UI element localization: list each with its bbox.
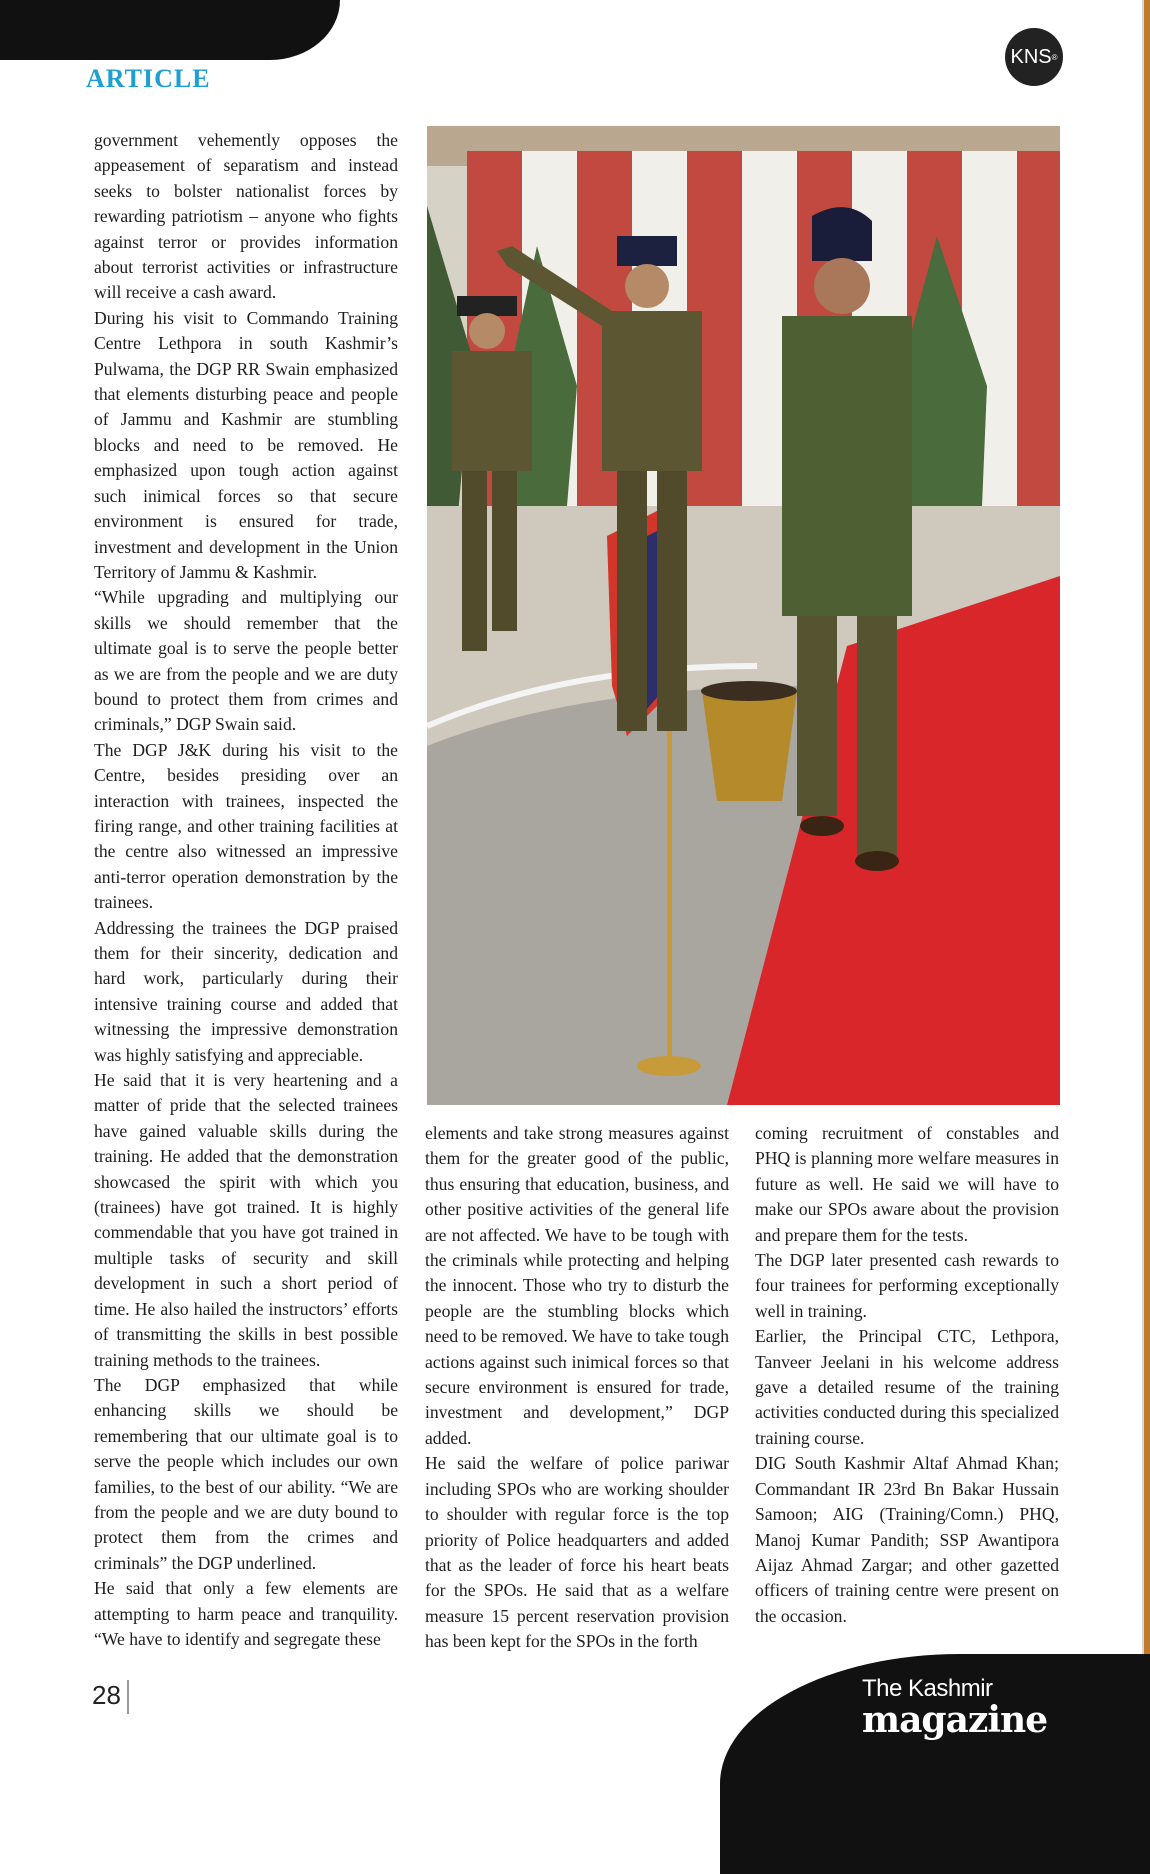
- paragraph: He said that only a few elements are attempting to harm peace and tranquility. “We have to identify and segregate these: [94, 1578, 398, 1649]
- magazine-brand-logo: [862, 1675, 1048, 1741]
- article-photo: [427, 126, 1060, 1105]
- article-column-2: [425, 1121, 729, 1655]
- paragraph: elements and take strong measures against them for the greater good of the public, thus ensuring that education, business, and other positive activities of the general life are not affected. We have to be tough with the criminals while protecting and helping the innocent. Those who try to disturb the people are the stumbling blocks which need to be removed. We have to take tough actions against such inimical forces so that secure environment is ensured for trade, investment and development,” DGP added.: [425, 1123, 729, 1448]
- article-column-3: [755, 1121, 1059, 1629]
- paragraph: The DGP later presented cash rewards to four trainees for performing exceptionally well in training.: [755, 1250, 1059, 1321]
- paragraph: “While upgrading and multiplying our skills we should remember that the ultimate goal is to serve the people better as we are from the people and we are duty bound to protect them from crimes and criminals,” DGP Swain said.: [94, 587, 398, 735]
- paragraph: government vehemently opposes the appeasement of separatism and instead seeks to bolster nationalist forces by rewarding patriotism – anyone who fights against terror or provides information about terrorist activities or infrastructure will receive a cash award.: [94, 130, 398, 303]
- page-number: 28: [92, 1680, 121, 1710]
- photo-illustration: [427, 126, 1060, 1105]
- kns-logo-text: KNS: [1010, 45, 1052, 68]
- paragraph: The DGP J&K during his visit to the Centre, besides presiding over an interaction with trainees, inspected the firing range, and other training facilities at the centre also witnessed an impressive anti-terror operation demonstration by the trainees.: [94, 739, 398, 913]
- page-number-divider: [127, 1680, 129, 1714]
- paragraph: The DGP emphasized that while enhancing skills we should be remembering that our ultimate goal is to serve the people which includes our own families, to the best of our ability. “We are from the people and we are duty bound to protect them from the crimes and criminals” the DGP underlined.: [94, 1374, 398, 1573]
- paragraph: During his visit to Commando Training Centre Lethpora in south Kashmir’s Pulwama, the DGP RR Swain emphasized that elements disturbing peace and people of Jammu and Kashmir are stumbling blocks and need to be removed. He emphasized upon tough action against such inimical forces so that secure environment is ensured for trade, investment and development in the Union Territory of Jammu & Kashmir.: [94, 307, 398, 582]
- brand-magazine: magazine: [862, 1699, 1048, 1741]
- article-column-1: [94, 128, 398, 1652]
- paragraph: Addressing the trainees the DGP praised them for their sincerity, dedication and hard work, particularly during their intensive training course and added that witnessing the impressive demonstration was highly satisfying and appreciable.: [94, 917, 398, 1065]
- header-tab-shape: [0, 0, 340, 60]
- kns-logo-badge: [1005, 28, 1063, 86]
- brand-the-kashmir: The Kashmir: [862, 1675, 993, 1702]
- paragraph: DIG South Kashmir Altaf Ahmad Khan; Commandant IR 23rd Bn Bakar Hussain Samoon; AIG (Training/Comn.) PHQ, Manoj Kumar Pandith; SSP Awantipora Aijaz Ahmad Zargar; and other gazetted officers of training centre were present on the occasion.: [755, 1453, 1059, 1626]
- page-edge-line: [1142, 0, 1144, 1774]
- page-edge-strip: [1144, 0, 1150, 1774]
- paragraph: He said that it is very heartening and a matter of pride that the selected trainees have gained valuable skills during the training. He added that the demonstration showcased the spirit with which you (trainees) have got trained. It is highly commendable that you have got trained in multiple tasks of security and skill development in such a short period of time. He also hailed the instructors’ efforts of transmitting the skills in best possible training methods to the trainees.: [94, 1070, 398, 1370]
- paragraph: coming recruitment of constables and PHQ is planning more welfare measures in future as well. He said we will have to make our SPOs aware about the provision and prepare them for the tests.: [755, 1123, 1059, 1245]
- section-label: ARTICLE: [86, 64, 211, 93]
- paragraph: Earlier, the Principal CTC, Lethpora, Tanveer Jeelani in his welcome address gave a detailed resume of the training activities conducted during this specialized training course.: [755, 1326, 1059, 1448]
- paragraph: He said the welfare of police pariwar including SPOs who are working shoulder to shoulder with regular force is the top priority of Police headquarters and added that as the leader of force his heart beats for the SPOs. He said that as a welfare measure 15 percent reservation provision has been kept for the SPOs in the forth: [425, 1453, 729, 1652]
- kns-logo-mark: ®: [1051, 52, 1058, 62]
